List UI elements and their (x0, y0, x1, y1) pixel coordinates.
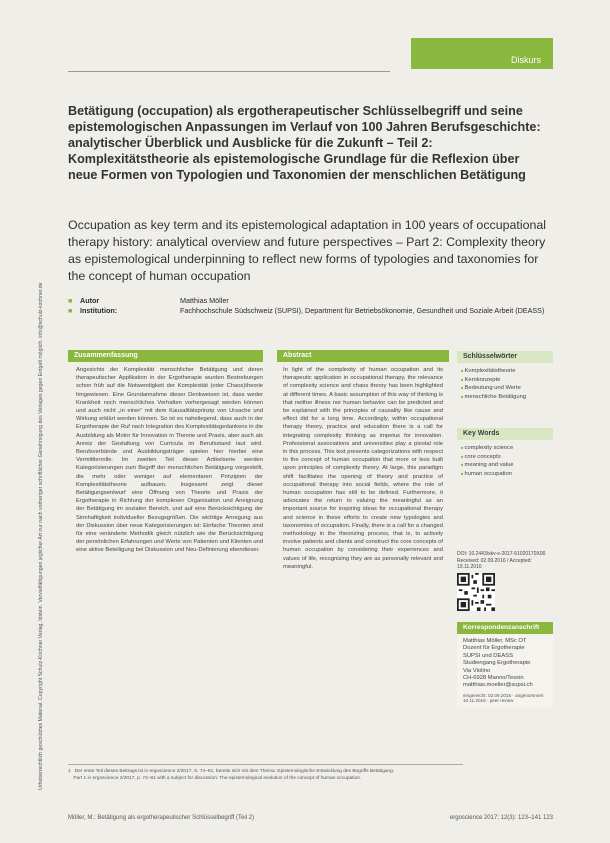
keyword-item: ■ Komplexitätstheorie (461, 367, 553, 376)
keywords-german-heading: Schlüsselwörter (457, 351, 553, 363)
keywords-english (457, 428, 553, 478)
correspondence-line: SUPSI und DEASS (463, 652, 513, 659)
abstract-german-heading: Zusammenfassung (68, 350, 263, 362)
correspondence-line: Via Violino (463, 667, 491, 674)
section-tag (411, 38, 553, 69)
correspondence-line: Matthias Möller, MSc OT (463, 638, 527, 644)
meta-value: Fachhochschule Südschweiz (SUPSI), Department für Betriebsökonomie, Gesundheit und Soziale Arbeit (DEASS) (180, 305, 545, 315)
correspondence-line: Dozent für Ergotherapie (463, 645, 525, 652)
article-title: Betätigung (occupation) als ergotherapeutischer Schlüsselbegriff und seine epistemologischen Anpassungen im Verlauf von 100 Jahren Berufsgeschichte: analytischer Überblick und Ausblicke für die Zukunft – Teil 2: Komplexitätstheorie als epistemologische Grundlage für die Reflexion über neue Formen von Typologien und Taxonomien der menschlichen Betätigung (68, 104, 541, 182)
section-tag-label: Diskurs (510, 55, 541, 65)
abstract-english-heading: Abstract (277, 350, 449, 362)
header-rule (68, 71, 390, 72)
bullet-icon: ■ (68, 305, 73, 315)
keywords-english-heading: Key Words (457, 428, 553, 440)
article-subtitle: Occupation as key term and its epistemological adaptation in 100 years of occupational therapy history: analytical overview and future perspectives – Part 2: Complexity theory as epistemological underpinning to reflect new forms of typologies and taxonomies for the concept of human occupation (68, 218, 547, 283)
correspondence-line: CH-6928 Manno/Tessin (463, 675, 524, 682)
correspondence-email[interactable]: matthias.moeller@supsi.ch (463, 682, 533, 689)
correspondence-dates: eingereicht: 02.09.2016 · angenommen: 10.11.2016 · peer review (463, 692, 545, 704)
correspondence-body (457, 634, 553, 708)
keyword-item: ■ Bedeutung und Werte (461, 384, 553, 393)
doi-info: DOI: 10.2443/skv-s-2017-51020170X00 Received: 02.09.2016 / Accepted: 10.11.2016 (457, 551, 546, 570)
keyword-item: ■ meaning and value (461, 461, 553, 470)
abstract-german (68, 350, 263, 555)
footnote: 1 Der erste Teil dieses Beitrags ist in ergoscience 2/2017, S. 74–81, bereits sich mit dem Thema: Epistemologische Entwicklung des Begriffs Betätigung. (68, 769, 395, 774)
keyword-item: ■ complexity science (461, 444, 553, 453)
keyword-item: ■ human occupation (461, 470, 553, 479)
copyright-side-notice: Urheberrechtlich geschütztes Material. Copyright Schulz-Kirchner Verlag, Idstein. Vervielfältigungen jeglicher Art nur nach vorheriger schriftlicher Genehmigung des Verlages gegen Entgelt möglich. info@schulz-kirchner.de (38, 282, 44, 790)
footer-journal: ergoscience 2017; 12(3): 123–141 123 (449, 815, 553, 821)
abstract-english-text: In light of the complexity of human occupation and its therapeutic application in occupational therapy, the relevance of complexity science and chaos theory has been highlighted at different times. A basic assumption of this way of thinking is that neither illness nor human behavior can be predicted and be explained with the principles of causality like cause and effect did for a long time. Accordingly, within occupational therapy theory, practice and education there is a call for integrating complexity thinking as impetus for innovation. Professional associations and universities play a pivotal role in this process. This text presents categorizations with respect to the concept of human occupation that more or less built upon principles of complexity theory. At large, this paradigm shift facilitates the opening of theory and practice of occupational therapy into social fields, where the role of human occupation has still to be defined. Furthermore, it advocates the return to valuing the meaningful as an important source for inspiring ideas for occupational therapy and science in these efforts to create new typologies and taxonomies of occupation. Finally, there is a call for a changed methodology in the theorizing process, that is, to actively involve patients and clients and construct the core concepts of human occupation by considering their experiences and values of life, recognizing they are as personally relevant and meaningful. (283, 367, 443, 570)
keyword-item: ■ menschliche Betätigung (461, 393, 553, 402)
abstract-english (277, 350, 449, 571)
meta-author (68, 296, 558, 306)
meta-value: Matthias Möller (180, 296, 229, 305)
footnote: Part 1 in ergoscience 2/2017, p. 74–81 with a subject for discussion: The epistemological evolution of the concept of human occupation. (68, 776, 362, 781)
keyword-item: ■ core concepts (461, 453, 553, 462)
correspondence-line: Studiengang Ergotherapie (463, 660, 531, 667)
qr-code-icon[interactable] (457, 573, 495, 611)
meta-key: Institution: (80, 305, 118, 315)
correspondence-box (457, 622, 553, 708)
page-footer (68, 815, 553, 821)
correspondence-heading: Korrespondenzanschrift (457, 622, 553, 634)
abstract-german-text: Angesichts der Komplexität menschlicher Betätigung und deren therapeutischer Applikation in der Ergotherapie wurden Bestrebungen schon früh auf die Notwendigkeit der Komplexität (oder Chaos)theorie hingewiesen. Eine Grundannahme dieser Denkweisen ist, dass weder Krankheit noch menschliches Verhalten vorhergesagt werden können und auch nicht „in einer“ mit dem Kausalitätsprinzip von Ursache und Wirkung erklärt werden können. So ist es naheliegend, dass auch in der Ergotherapie der Ruf nach Integration des Komplexitätsgedankens in die Ausbildung als Motor für Innovation in Theorie und Praxis, aber auch als Anreiz der Gestaltung von Curricula im Berufsstand laut wird. Berufsverbände und Ausbildungsträger spielen hier hierbei eine Vermittlerrolle. Im zweiten Teil dieser Artikelserie werden Kategorisierungen zum Begriff der menschlichen Betätigung vorgestellt, die mehr oder weniger auf elementaren Prinzipien der Komplexitätstheorie aufbauen. Insgesamt zeigt dieser Betätigungsentwurf eine Öffnung von Theorie und Praxis der Ergotherapie in Richtung der komplexen Organisation und Aneignung der Betätigung im sozialen Bereich, und auf eine Berücksichtigung der Sinnhaftigkeit individueller Bezugsgrößen. Die wichtige Anregung aus der Diskussion über neue Kategorisierungen ist: Einfache Theorien sind für eine veränderte Methodik gleich nützlich wie die Berücksichtigung der persönlichen Erfahrungen und Werte von Patienten und Klienten und eine aktive Beteiligung bei Diskussion und Neu-Definierung ebendieser. (76, 367, 263, 554)
bullet-icon: ■ (68, 296, 73, 305)
article-meta (68, 296, 558, 315)
meta-institution (68, 306, 558, 316)
keywords-german (457, 351, 553, 401)
footnotes (68, 764, 463, 782)
footer-citation: Möller, M.: Betätigung als ergotherapeutischer Schlüsselbegriff (Teil 2) (68, 815, 254, 821)
meta-key: Autor (80, 296, 100, 305)
keyword-item: ■ Kernkonzepte (461, 376, 553, 385)
